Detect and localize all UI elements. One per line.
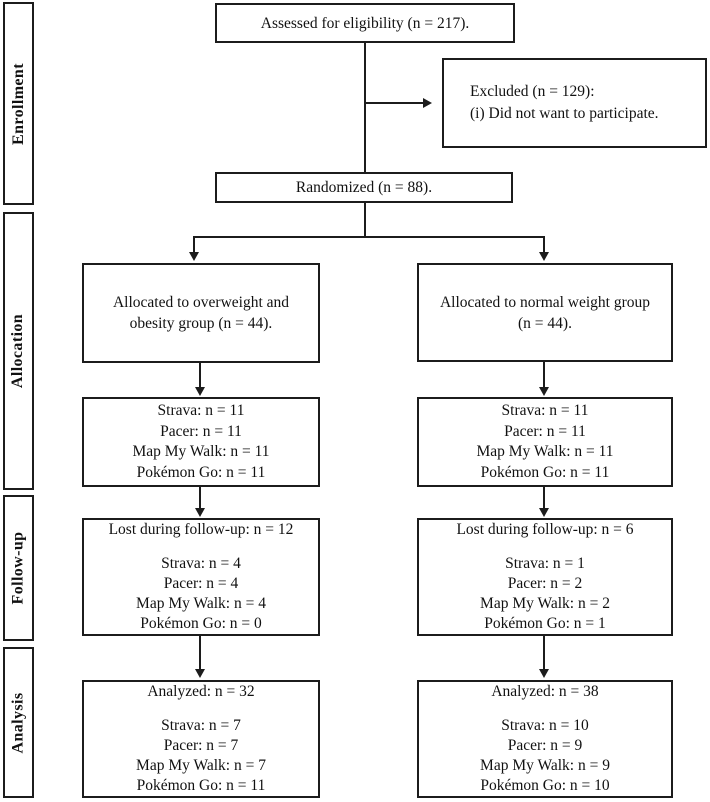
arrowhead-followup-left-icon xyxy=(195,508,205,517)
apps-right-pokemongo: Pokémon Go: n = 11 xyxy=(480,463,610,481)
analysis-left-mapmywalk: Map My Walk: n = 7 xyxy=(136,757,266,774)
allocation-left-box xyxy=(82,263,320,363)
followup-left-mapmywalk: Map My Walk: n = 4 xyxy=(136,595,266,612)
allocation-right-line2: (n = 44). xyxy=(518,314,572,332)
apps-left-mapmywalk: Map My Walk: n = 11 xyxy=(132,443,270,460)
excluded-box xyxy=(442,58,707,148)
allocation-left-line2: obesity group (n = 44). xyxy=(129,315,273,332)
analysis-right-title: Analyzed: n = 38 xyxy=(491,683,599,700)
followup-left-pokemongo: Pokémon Go: n = 0 xyxy=(140,615,262,632)
stage-followup xyxy=(3,495,34,641)
stage-allocation-label: Allocation xyxy=(9,313,27,389)
analysis-right-mapmywalk: Map My Walk: n = 9 xyxy=(480,757,610,774)
connector-apps-followup-right xyxy=(543,487,545,508)
stage-enrollment-label: Enrollment xyxy=(9,62,27,145)
apps-right-pacer: Pacer: n = 11 xyxy=(504,422,586,440)
apps-left-pokemongo: Pokémon Go: n = 11 xyxy=(136,463,266,481)
apps-right-mapmywalk: Map My Walk: n = 11 xyxy=(476,443,614,460)
allocation-left-line1: Allocated to overweight and xyxy=(112,294,290,311)
assessed-box xyxy=(215,3,515,43)
followup-left-pacer: Pacer: n = 4 xyxy=(163,575,239,592)
connector-allocation-apps-left xyxy=(199,363,201,387)
arrowhead-followup-right-icon xyxy=(539,508,549,517)
excluded-reason: (i) Did not want to participate. xyxy=(470,105,659,122)
analysis-right-pacer: Pacer: n = 9 xyxy=(507,737,583,754)
connector-followup-analysis-left xyxy=(199,636,201,669)
arrowhead-analysis-left-icon xyxy=(195,669,205,678)
connector-apps-followup-left xyxy=(199,487,201,508)
excluded-title: Excluded (n = 129): xyxy=(470,83,595,100)
connector-branch-right xyxy=(543,236,545,252)
apps-right-strava: Strava: n = 11 xyxy=(501,402,589,419)
followup-left-title: Lost during follow-up: n = 12 xyxy=(108,521,294,538)
followup-right-strava: Strava: n = 1 xyxy=(505,555,585,572)
analysis-left-pokemongo: Pokémon Go: n = 11 xyxy=(136,777,266,794)
apps-left-pacer: Pacer: n = 11 xyxy=(160,422,242,440)
analysis-left-strava: Strava: n = 7 xyxy=(161,717,241,734)
followup-right-pacer: Pacer: n = 2 xyxy=(507,575,583,592)
apps-left-strava: Strava: n = 11 xyxy=(157,402,245,419)
followup-right-mapmywalk: Map My Walk: n = 2 xyxy=(480,595,610,612)
connector-followup-analysis-right xyxy=(543,636,545,669)
connector-randomized-branch xyxy=(364,203,366,237)
apps-left-box xyxy=(82,397,320,487)
followup-right-pokemongo: Pokémon Go: n = 1 xyxy=(484,615,606,632)
allocation-right-box xyxy=(417,263,673,362)
arrowhead-apps-right-icon xyxy=(539,387,549,396)
stage-analysis-label: Analysis xyxy=(9,692,27,753)
followup-right-title: Lost during follow-up: n = 6 xyxy=(456,521,634,538)
randomized-text: Randomized (n = 88). xyxy=(295,179,433,196)
connector-assessed-randomized xyxy=(364,43,366,172)
connector-branch-left xyxy=(193,236,195,252)
arrowhead-allocation-right-icon xyxy=(539,252,549,261)
analysis-right-pokemongo: Pokémon Go: n = 10 xyxy=(480,777,610,794)
connector-to-excluded xyxy=(365,102,423,104)
stage-allocation xyxy=(3,212,34,490)
followup-right-box xyxy=(417,518,673,636)
stage-analysis xyxy=(3,647,34,798)
arrowhead-apps-left-icon xyxy=(195,387,205,396)
analysis-left-box xyxy=(82,680,320,798)
analysis-right-box xyxy=(417,680,673,798)
randomized-box xyxy=(215,172,513,203)
arrowhead-allocation-left-icon xyxy=(189,252,199,261)
analysis-left-pacer: Pacer: n = 7 xyxy=(163,737,239,754)
analysis-right-strava: Strava: n = 10 xyxy=(501,717,589,734)
stage-enrollment xyxy=(3,2,34,205)
followup-left-strava: Strava: n = 4 xyxy=(161,555,241,572)
arrowhead-excluded-icon xyxy=(423,98,432,108)
assessed-text: Assessed for eligibility (n = 217). xyxy=(260,14,470,32)
stage-followup-label: Follow-up xyxy=(9,531,27,605)
apps-right-box xyxy=(417,397,673,487)
analysis-left-title: Analyzed: n = 32 xyxy=(147,683,255,700)
followup-left-box xyxy=(82,518,320,636)
arrowhead-analysis-right-icon xyxy=(539,669,549,678)
allocation-right-line1: Allocated to normal weight group xyxy=(439,293,651,311)
connector-allocation-apps-right xyxy=(543,362,545,387)
branch-line xyxy=(193,236,544,238)
